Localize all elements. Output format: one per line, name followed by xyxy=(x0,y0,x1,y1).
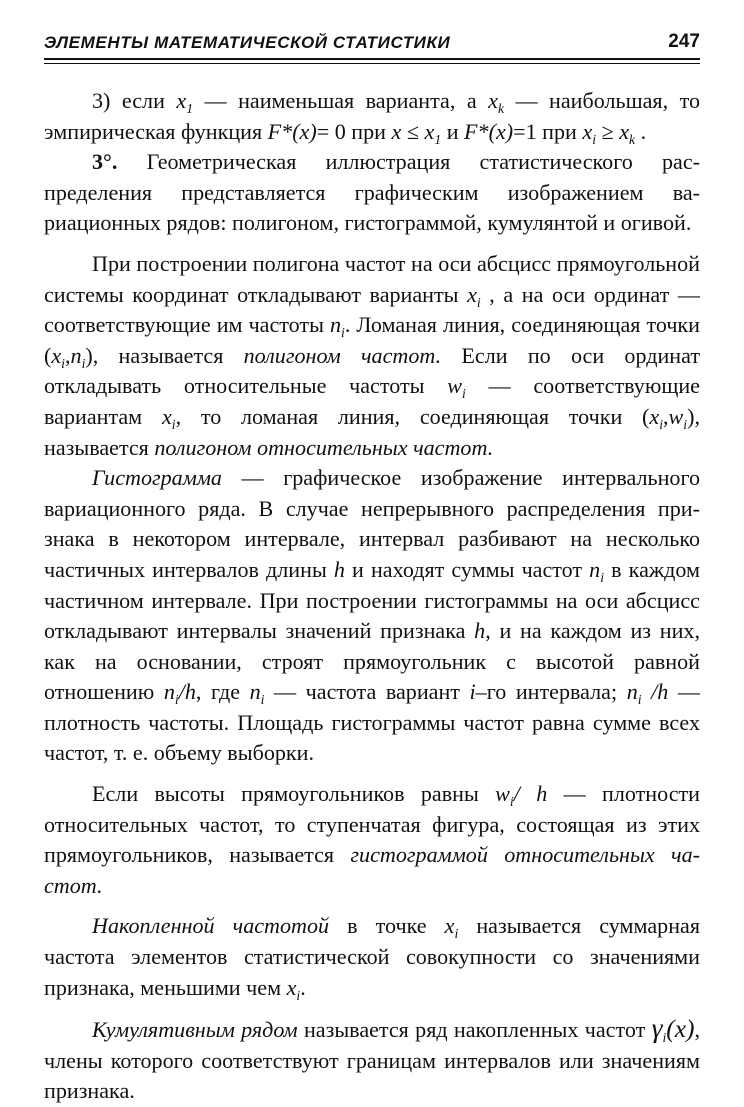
term-cumulative-frequency: Накопленной частотой xyxy=(92,913,330,939)
paragraph-cumulative-series: Кумулятивным рядом называется ряд накопленных частот $\gamma_i(x)$, члены которого соответствуют границам интервалов или значениям признака. xyxy=(44,1012,701,1104)
term-histogram: Гистограмма xyxy=(92,465,222,491)
paragraph-section-3: 3°. Геометрическая иллюстрация статистического распределения представляется графическим изображением вариационных рядов: полигоном, гистограммой, кумулянтой и огивой. xyxy=(44,149,700,236)
paragraph-histogram: Гистограмма — графическое изображение интервального вариационного ряда. В случае непрерывного распределения признака в некотором интервале, интервал разбивают на несколько частичных интервалов длины h и находят суммы частот $n_i$ в каждом частичном интервале. При построении гистограммы на оси абсцисс откладывают интервалы значений признака h, и на каждом из них, как на основании, строят прямоугольник с высотой равной отношению $n_i/h$, где $n_i$ — частота вариант i–го интервала; $n_i$ /h — плотность частоты. Площадь гистограммы частот равна сумме всех частот, т. е. объему выборки. xyxy=(44,465,700,766)
term-cumulative-series: Кумулятивным рядом xyxy=(92,1017,298,1043)
running-title: ЭЛЕМЕНТЫ МАТЕМАТИЧЕСКОЙ СТАТИСТИКИ xyxy=(44,33,451,52)
page-number: 247 xyxy=(668,31,700,52)
body-text xyxy=(44,86,700,1107)
page-header xyxy=(44,30,700,60)
term-relative-histogram: гистограммой относительных частот. xyxy=(44,842,701,898)
term-frequency-polygon: полигоном частот. xyxy=(243,342,442,368)
paragraph-empirical-function: 3) если $x_1$ — наименьшая варианта, а $x_k$ — наибольшая, то эмпирическая функция F*(x)= 0 при $x \le x_1$ и F*(x)=1 при $x_i \ge x_k$ . xyxy=(44,88,700,147)
term-relative-frequency-polygon: полигоном относительных частот. xyxy=(154,434,494,460)
paragraph-polygon: При построении полигона частот на оси абсцисс прямоугольной системы координат откладывают варианты $x_i$ , а на оси ординат — соответствующие им частоты $n_i$. Ломаная линия, соединяющая точки $(x_i,n_i)$, называется полигоном частот. Если по оси ординат откладывать относительные частоты $w_i$ — соответствующие вариантам $x_i$, то ломаная линия, соединяющая точки $(x_i,w_i)$, называется полигоном относительных частот. xyxy=(44,250,700,460)
section-number: 3°. xyxy=(92,149,118,175)
paragraph-cumulative-frequency: Накопленной частотой в точке $x_i$ называется суммарная частота элементов статистической совокупности со значениями признака, меньшими чем $x_i$. xyxy=(44,913,700,1003)
paragraph-relative-histogram: Если высоты прямоугольников равны $w_i/$ h — плотности относительных частот, то ступенчатая фигура, состоящая из этих прямоугольников, называется гистограммой относительных частот. xyxy=(44,781,701,898)
